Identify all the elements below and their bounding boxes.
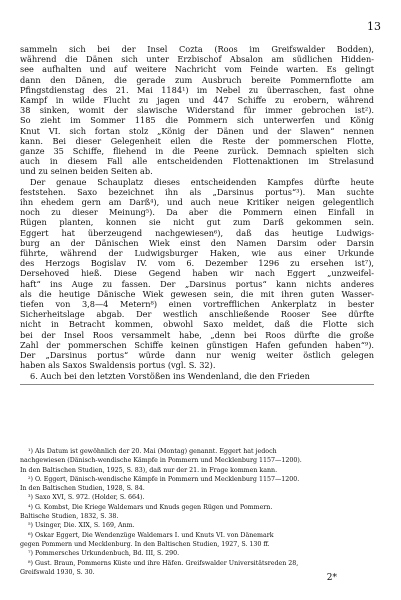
page-number: 13: [367, 20, 381, 33]
text-line: tiefen von 3,8—4 Metern⁸) einen vortrefflichen Ankerplatz in bester: [20, 299, 374, 310]
printer-signature: 2*: [326, 573, 337, 583]
footnote-divider: [20, 384, 374, 385]
text-line: kann. Bei dieser Gelegenheit eilen die Reste der pommerschen Flotte,: [20, 135, 374, 146]
text-line: Rügen planten, konnen sie nicht gut zum Darß gekommen sein.: [20, 217, 374, 228]
text-line: 38 sinken, womit der slawische Widerstand für immer gebrochen ist²).: [20, 105, 374, 116]
footnote-line: In den Baltischen Studien, 1925, S. 83), daß nur der 21. in Frage kommen kann.: [20, 466, 278, 474]
footnotes: [20, 447, 374, 577]
text-line: Knut VI. sich fortan stolz „König der Dänen und der Slawen“ nennen: [20, 125, 374, 136]
footnote-line: ⁴) G. Kombst, Die Kriege Waldemars und Knuds gegen Rügen und Pommern.: [28, 503, 273, 511]
footnote-line: ³) Saxo XVI, S. 972. (Holder, S. 664).: [28, 494, 145, 502]
text-line: noch zu dieser Meinung⁵). Da aber die Pommern einen Einfall in: [20, 207, 374, 218]
text-line: Pfingstdienstag des 21. Mai 1184¹) im Nebel zu überraschen, fast ohne: [20, 84, 374, 95]
text-line: So zieht im Sommer 1185 die Pommern sich unterwerfen und König: [20, 115, 374, 126]
text-line: Dersehoved hieß. Diese Gegend haben wir nach Eggert „unzweifel-: [20, 268, 374, 279]
text-line: Der „Darsinus portus“ würde dann nur wenig weiter östlich gelegen: [20, 350, 374, 361]
text-line: führte, während der Ludwigsburger Haken, wie aus einer Urkunde: [20, 248, 374, 259]
footnote-line: ¹) Als Datum ist gewöhnlich der 20. Mai (Montag) genannt. Eggert hat jedoch: [28, 448, 277, 455]
text-line: des Herzogs Bogislav IV. vom 6. Dezember 1296 zu ersehen ist⁷),: [20, 258, 374, 269]
text-line: während die Dänen sich unter Erzbischof Absalon am südlichen Hidden-: [20, 54, 374, 65]
text-line: nicht in Betracht kommen, obwohl Saxo meldet, daß die Flotte sich: [20, 319, 374, 330]
footnote-line: ⁶) Oskar Eggert, Die Wendenzüge Waldemars I. und Knuts VI. von Dänemark: [28, 531, 274, 539]
text-line: bei der Insel Roos versammelt habe, „denn bei Roos dürfte die große: [20, 329, 374, 340]
footnote-line: Baltische Studien, 1832, S. 38.: [20, 513, 119, 521]
text-line: auch in diesem Fall alle entscheidenden Flottenaktionen im Strelasund: [20, 156, 374, 167]
footnote-line: nachgewiesen (Dänisch-wendische Kämpfe in Pommern und Mecklenburg 1157—1200).: [20, 457, 302, 465]
footnote-line: ⁵) Usinger, Die. XIX, S. 169, Anm.: [28, 522, 135, 530]
footnote-line: Greifswald 1930, S. 30.: [20, 568, 95, 576]
text-line: 6. Auch bei den letzten Vorstößen ins Wendenland, die den Frieden: [30, 370, 310, 381]
footnote-line: gegen Pommern und Mecklenburg. In den Baltischen Studien, 1927, S. 130 ff.: [20, 540, 270, 548]
text-line: als die heutige Dänische Wiek gewesen sein, die mit ihren guten Wasser-: [20, 288, 374, 299]
text-line: ganze 35 Schiffe, fliehend in die Peene zurück. Demnach spielten sich: [20, 146, 374, 157]
text-line: sammeln sich bei der Insel Cozta (Roos im Greifswalder Bodden),: [20, 44, 374, 54]
text-line: feststehen. Saxo bezeichnet ihn als „Darsinus portus“³). Man suchte: [20, 186, 374, 197]
text-line: haft“ ins Auge zu fassen. Der „Darsinus portus“ kann nichts anderes: [20, 278, 374, 289]
footnote-line: ⁷) Pommersches Urkundenbuch, Bd. III, S. 290.: [28, 550, 180, 558]
text-line: Der genaue Schauplatz dieses entscheidenden Kampfes dürfte heute: [30, 176, 374, 187]
footnote-line: ²) O. Eggert, Dänisch-wendische Kämpfe in Pommern und Mecklenburg 1157—1200.: [28, 475, 300, 483]
footnote-line: In den Baltischen Studien, 1928, S. 84.: [20, 485, 145, 493]
text-line: und zu seinen beiden Seiten ab.: [20, 166, 153, 177]
text-line: see aufhalten und auf weitere Nachricht vom Feinde warten. Es gelingt: [20, 64, 374, 75]
text-line: Sicherheitslage abgab. Der westlich anschließende Rooser See dürfte: [20, 309, 374, 320]
footnote-line: ⁸) Gust. Braun, Pommerns Küste und ihre Häfen. Greifswalder Universitätsreden 28,: [28, 559, 299, 567]
text-line: Eggert hat überzeugend nachgewiesen⁶), daß das heutige Ludwigs-: [20, 227, 374, 238]
text-line: burg an der Dänischen Wiek einst den Namen Darsim oder Darsin: [20, 237, 374, 248]
text-line: ihn ehedem gern am Darß⁴), und auch neue Kritiker neigen gelegentlich: [20, 197, 374, 208]
text-line: dann den Dänen, die gerade zum Ausbruch bereite Pommernflotte am: [20, 74, 374, 85]
text-line: Zahl der pommerschen Schiffe keinen günstigen Hafen gefunden haben“⁹).: [20, 339, 374, 350]
main-text: [20, 44, 374, 388]
text-line: haben als Saxos Swaldensis portus (vgl. S. 32).: [20, 360, 216, 371]
text-line: Kampf in wilde Flucht zu jagen und 447 Schiffe zu erobern, während: [20, 95, 374, 106]
